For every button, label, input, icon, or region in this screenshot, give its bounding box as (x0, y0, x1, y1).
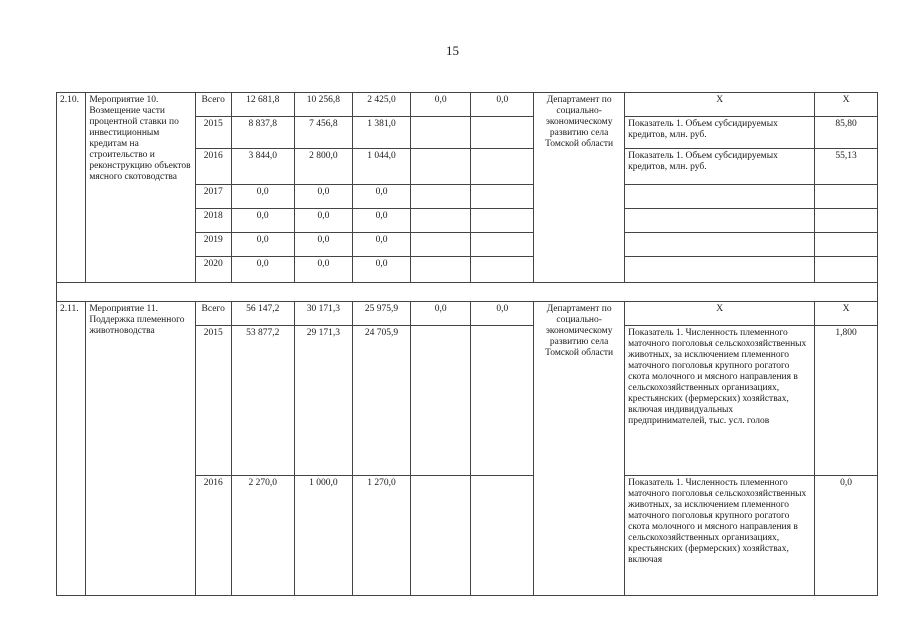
regional-cell: 1 044,0 (353, 149, 411, 185)
local-cell (410, 185, 471, 209)
regional-cell: 0,0 (353, 185, 411, 209)
table-row (57, 302, 878, 326)
regional-cell: 1 270,0 (353, 476, 411, 596)
indicator-value: 55,13 (815, 149, 878, 185)
total-cell: 12 681,8 (231, 93, 294, 117)
year-cell: 2015 (195, 326, 231, 476)
federal-cell: 7 456,8 (294, 117, 353, 149)
department-cell: Департамент по социально-экономическому развитию села Томской области (534, 302, 625, 596)
federal-cell: 1 000,0 (294, 476, 353, 596)
federal-cell: 0,0 (294, 185, 353, 209)
federal-cell: 10 256,8 (294, 93, 353, 117)
federal-cell: 30 171,3 (294, 302, 353, 326)
indicator-value (815, 257, 878, 283)
indicator-value: 85,80 (815, 117, 878, 149)
total-cell: 0,0 (231, 185, 294, 209)
extrabudget-cell (471, 149, 534, 185)
local-cell (410, 209, 471, 233)
federal-cell: 29 171,3 (294, 326, 353, 476)
year-cell: 2019 (195, 233, 231, 257)
year-cell: Всего (195, 302, 231, 326)
regional-cell: 2 425,0 (353, 93, 411, 117)
indicator-cell (625, 233, 815, 257)
indicator-cell (625, 257, 815, 283)
indicator-value: X (815, 302, 878, 326)
regional-cell: 24 705,9 (353, 326, 411, 476)
federal-cell: 0,0 (294, 209, 353, 233)
extrabudget-cell (471, 185, 534, 209)
indicator-value: 0,0 (815, 476, 878, 596)
local-cell: 0,0 (410, 302, 471, 326)
year-cell: 2016 (195, 476, 231, 596)
total-cell: 8 837,8 (231, 117, 294, 149)
indicator-cell (625, 185, 815, 209)
total-cell: 0,0 (231, 233, 294, 257)
federal-cell: 2 800,0 (294, 149, 353, 185)
year-cell: 2016 (195, 149, 231, 185)
item-number: 2.11. (57, 302, 86, 596)
total-cell: 0,0 (231, 209, 294, 233)
regional-cell: 0,0 (353, 233, 411, 257)
local-cell (410, 233, 471, 257)
page-number: 15 (446, 43, 459, 58)
total-cell: 2 270,0 (231, 476, 294, 596)
total-cell: 53 877,2 (231, 326, 294, 476)
indicator-value (815, 209, 878, 233)
extrabudget-cell (471, 257, 534, 283)
extrabudget-cell (471, 476, 534, 596)
local-cell (410, 476, 471, 596)
indicator-value (815, 185, 878, 209)
federal-cell: 0,0 (294, 233, 353, 257)
local-cell: 0,0 (410, 93, 471, 117)
extrabudget-cell (471, 233, 534, 257)
indicator-value (815, 233, 878, 257)
total-cell: 0,0 (231, 257, 294, 283)
federal-cell: 0,0 (294, 257, 353, 283)
indicator-cell: X (625, 302, 815, 326)
local-cell (410, 326, 471, 476)
indicator-cell: Показатель 1. Объем субсидируемых кредитов, млн. руб. (625, 117, 815, 149)
year-cell: 2020 (195, 257, 231, 283)
regional-cell: 0,0 (353, 209, 411, 233)
indicator-cell (625, 209, 815, 233)
extrabudget-cell (471, 209, 534, 233)
block-separator (57, 283, 878, 302)
indicator-cell: X (625, 93, 815, 117)
total-cell: 56 147,2 (231, 302, 294, 326)
extrabudget-cell (471, 326, 534, 476)
year-cell: 2018 (195, 209, 231, 233)
regional-cell: 1 381,0 (353, 117, 411, 149)
extrabudget-cell: 0,0 (471, 302, 534, 326)
table-row (57, 93, 878, 117)
measure-name: Мероприятие 10. Возмещение части процентной ставки по инвестиционным кредитам на строительство и реконструкцию объектов мясного скотоводства (86, 93, 195, 283)
indicator-value: 1,800 (815, 326, 878, 476)
indicator-cell: Показатель 1. Численность племенного маточного поголовья сельскохозяйственных животных, за исключением племенного маточного поголовья крупного рогатого скота молочного и мясного направления в сельскохозяйственных организациях, крестьянских (фермерских) хозяйствах, включая индивидуальных предпринимателей, тыс. усл. голов (625, 326, 815, 476)
total-cell: 3 844,0 (231, 149, 294, 185)
item-number: 2.10. (57, 93, 86, 283)
regional-cell: 25 975,9 (353, 302, 411, 326)
year-cell: 2015 (195, 117, 231, 149)
extrabudget-cell: 0,0 (471, 93, 534, 117)
department-cell: Департамент по социально-экономическому развитию села Томской области (534, 93, 625, 283)
year-cell: 2017 (195, 185, 231, 209)
indicator-value: X (815, 93, 878, 117)
indicator-cell: Показатель 1. Численность племенного маточного поголовья сельскохозяйственных животных, за исключением племенного маточного поголовья крупного рогатого скота молочного и мясного направления в сельскохозяйственных организациях, крестьянских (фермерских) хозяйствах, включая (625, 476, 815, 596)
measure-name: Мероприятие 11. Поддержка племенного животноводства (86, 302, 195, 596)
year-cell: Всего (195, 93, 231, 117)
indicator-cell: Показатель 1. Объем субсидируемых кредитов, млн. руб. (625, 149, 815, 185)
local-cell (410, 257, 471, 283)
program-table (56, 92, 878, 596)
local-cell (410, 149, 471, 185)
regional-cell: 0,0 (353, 257, 411, 283)
local-cell (410, 117, 471, 149)
extrabudget-cell (471, 117, 534, 149)
